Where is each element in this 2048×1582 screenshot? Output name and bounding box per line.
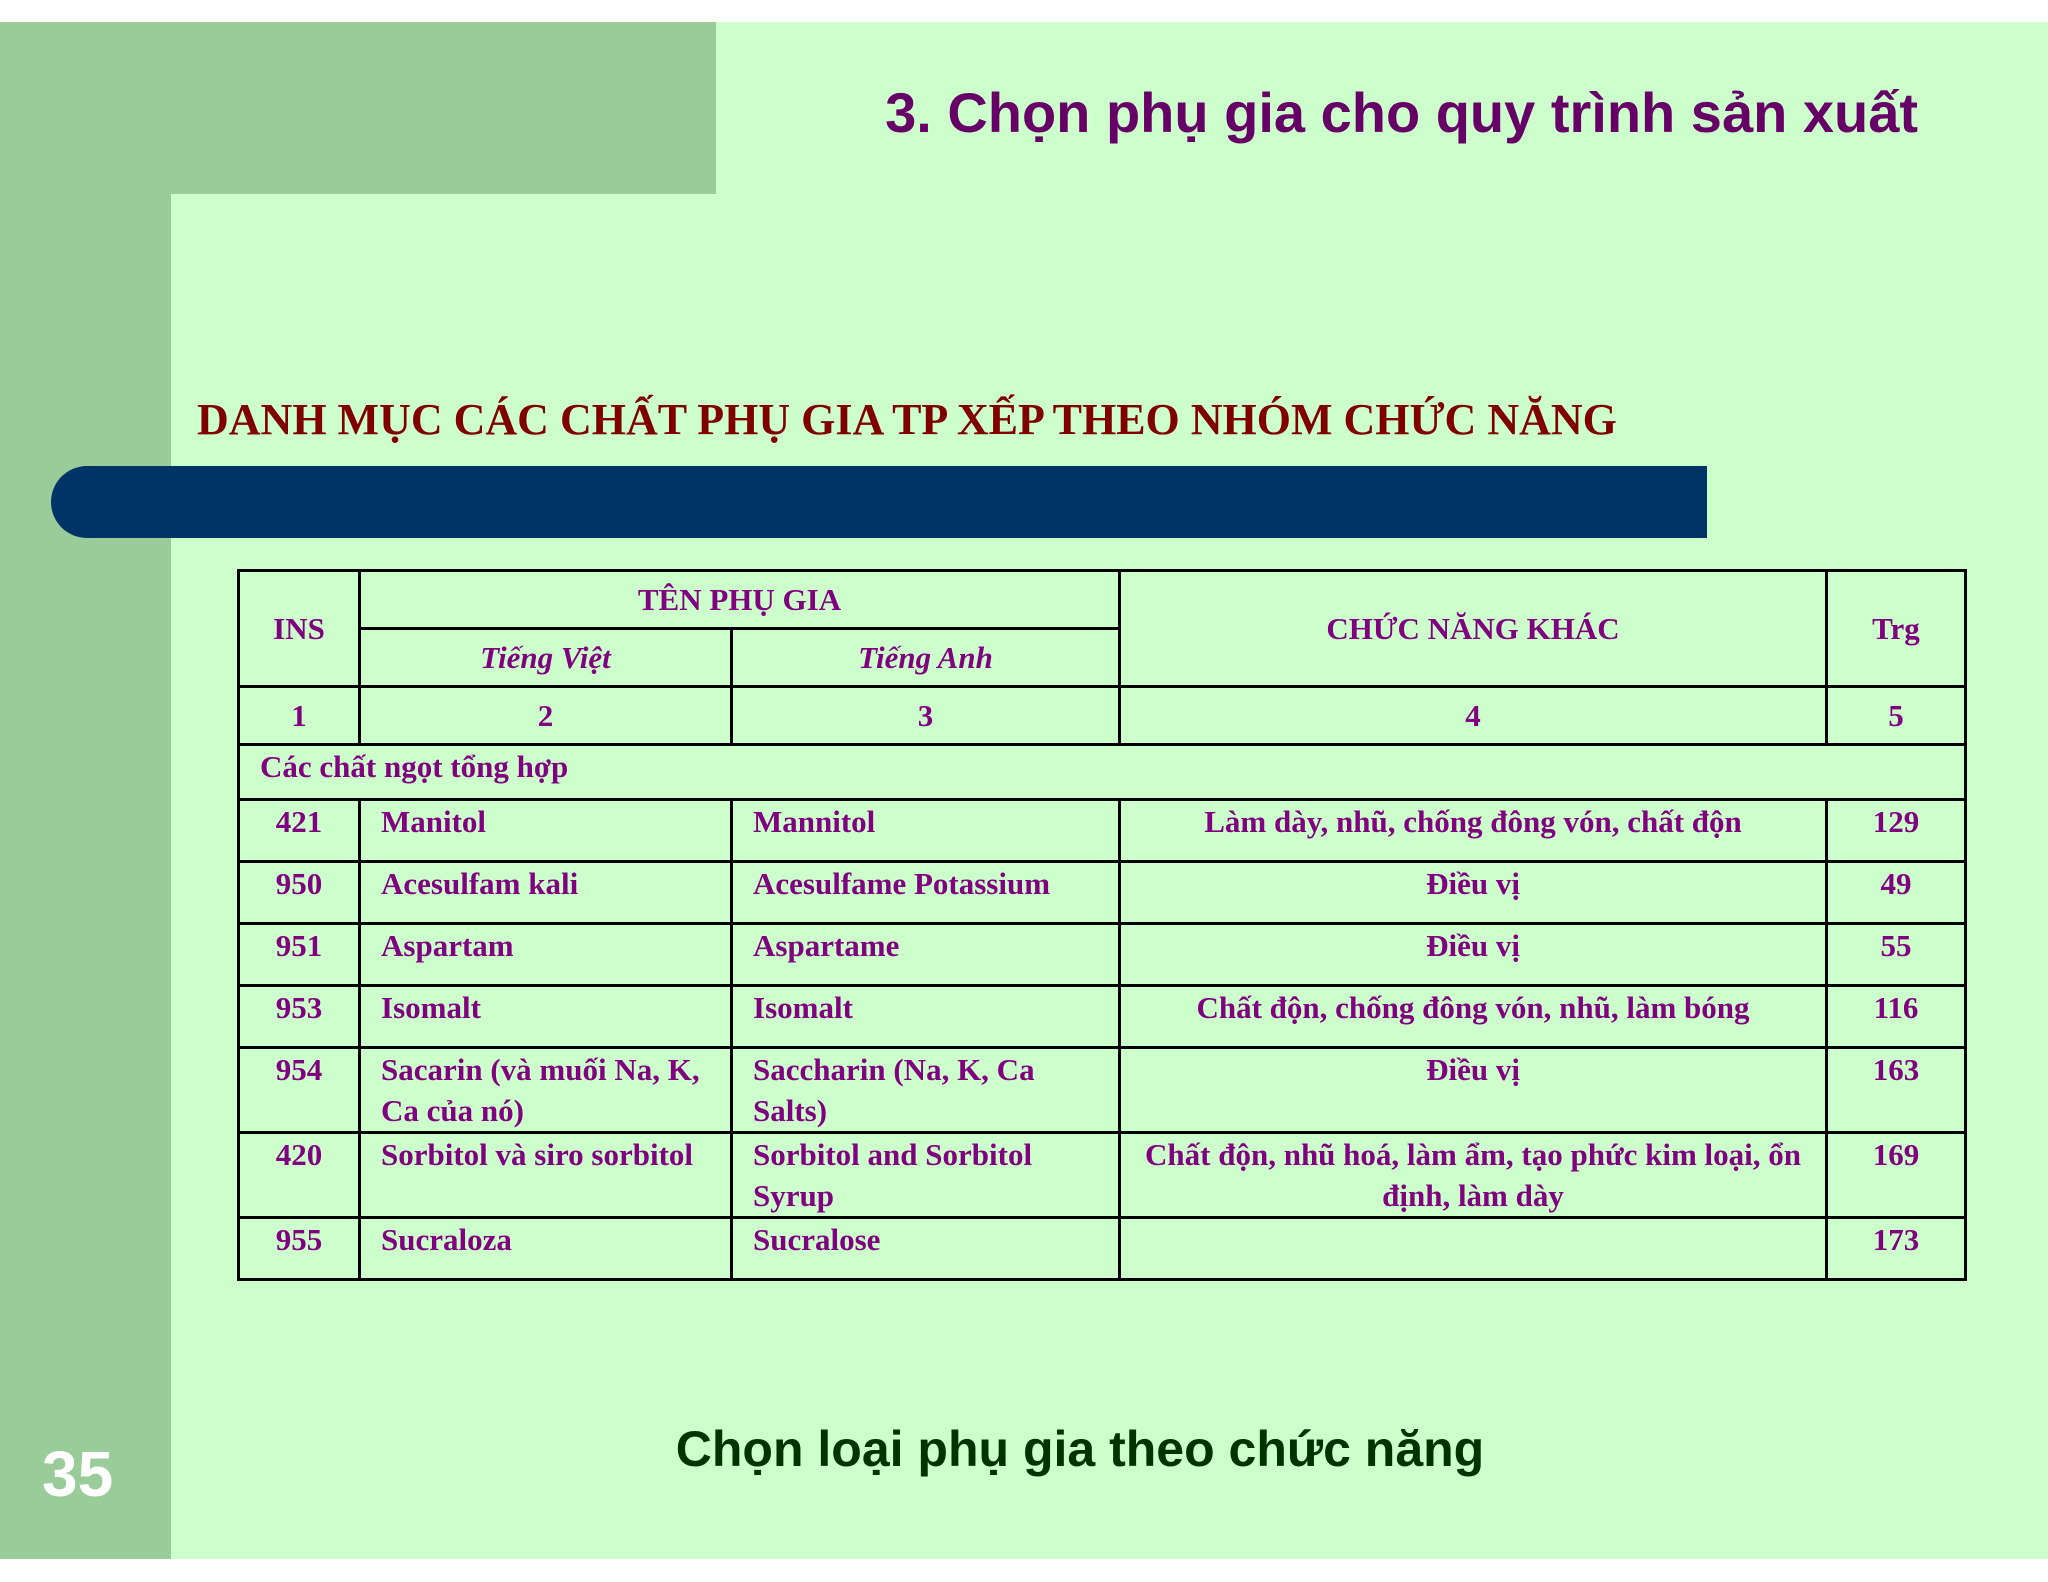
cell-other-functions: Điều vị (1120, 862, 1827, 924)
cell-other-functions: Chất độn, chống đông vón, nhũ, làm bóng (1120, 986, 1827, 1048)
cell-vietnamese-name: Sorbitol và siro sorbitol (360, 1133, 732, 1218)
cell-other-functions: Làm dày, nhũ, chống đông vón, chất độn (1120, 800, 1827, 862)
cell-ins: 955 (239, 1218, 360, 1280)
cell-vietnamese-name: Sucraloza (360, 1218, 732, 1280)
column-number: 4 (1120, 687, 1827, 745)
cell-english-name: Acesulfame Potassium (732, 862, 1120, 924)
table-row (239, 800, 1966, 862)
header-other-functions: CHỨC NĂNG KHÁC (1120, 571, 1827, 687)
table-row (239, 1133, 1966, 1218)
page-title: 3. Chọn phụ gia cho quy trình sản xuất (885, 81, 1918, 144)
header-additive-name: TÊN PHỤ GIA (360, 571, 1120, 629)
blue-divider-bar (51, 466, 1707, 538)
cell-vietnamese-name: Manitol (360, 800, 732, 862)
cell-ins: 953 (239, 986, 360, 1048)
cell-page: 116 (1827, 986, 1966, 1048)
column-number: 2 (360, 687, 732, 745)
cell-other-functions (1120, 1218, 1827, 1280)
cell-english-name: Isomalt (732, 986, 1120, 1048)
header-page: Trg (1827, 571, 1966, 687)
column-number: 5 (1827, 687, 1966, 745)
slide (0, 22, 2048, 1559)
top-decorative-band (0, 22, 716, 194)
table-row (239, 986, 1966, 1048)
cell-ins: 954 (239, 1048, 360, 1133)
cell-page: 173 (1827, 1218, 1966, 1280)
additives-table (237, 569, 1967, 1281)
section-heading: DANH MỤC CÁC CHẤT PHỤ GIA TP XẾP THEO NHÓM CHỨC NĂNG (197, 395, 1617, 444)
cell-page: 49 (1827, 862, 1966, 924)
cell-vietnamese-name: Isomalt (360, 986, 732, 1048)
cell-english-name: Saccharin (Na, K, Ca Salts) (732, 1048, 1120, 1133)
cell-page: 163 (1827, 1048, 1966, 1133)
cell-other-functions: Điều vị (1120, 924, 1827, 986)
header-vietnamese: Tiếng Việt (360, 629, 732, 687)
slide-number: 35 (42, 1438, 114, 1510)
cell-vietnamese-name: Aspartam (360, 924, 732, 986)
cell-page: 55 (1827, 924, 1966, 986)
group-label: Các chất ngọt tổng hợp (239, 745, 1966, 800)
cell-english-name: Sucralose (732, 1218, 1120, 1280)
table-header-row (239, 571, 1966, 629)
cell-vietnamese-name: Sacarin (và muối Na, K, Ca của nó) (360, 1048, 732, 1133)
header-ins: INS (239, 571, 360, 687)
cell-page: 169 (1827, 1133, 1966, 1218)
left-decorative-band (0, 22, 171, 1559)
table-row (239, 924, 1966, 986)
group-row (239, 745, 1966, 800)
cell-ins: 421 (239, 800, 360, 862)
cell-other-functions: Điều vị (1120, 1048, 1827, 1133)
cell-other-functions: Chất độn, nhũ hoá, làm ẩm, tạo phức kim loại, ổn định, làm dày (1120, 1133, 1827, 1218)
cell-ins: 950 (239, 862, 360, 924)
column-number: 1 (239, 687, 360, 745)
header-english: Tiếng Anh (732, 629, 1120, 687)
cell-english-name: Mannitol (732, 800, 1120, 862)
column-number: 3 (732, 687, 1120, 745)
cell-english-name: Sorbitol and Sorbitol Syrup (732, 1133, 1120, 1218)
slide-caption: Chọn loại phụ gia theo chức năng (675, 1421, 1485, 1477)
table-row (239, 1218, 1966, 1280)
cell-page: 129 (1827, 800, 1966, 862)
table-row (239, 1048, 1966, 1133)
cell-ins: 420 (239, 1133, 360, 1218)
cell-vietnamese-name: Acesulfam kali (360, 862, 732, 924)
cell-english-name: Aspartame (732, 924, 1120, 986)
table-row (239, 862, 1966, 924)
column-number-row (239, 687, 1966, 745)
cell-ins: 951 (239, 924, 360, 986)
